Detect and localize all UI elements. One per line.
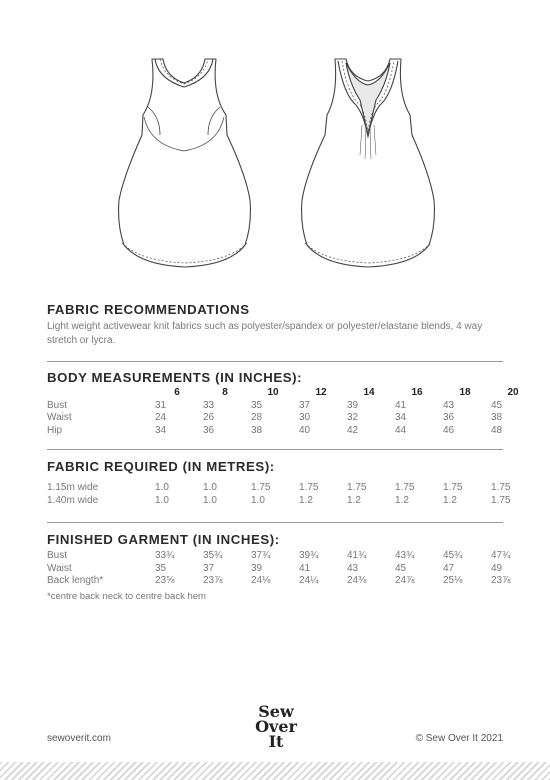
table-cell: 25⅛ (443, 575, 463, 586)
divider (47, 522, 503, 523)
table-cell: 35¾ (203, 550, 223, 561)
size-label: 8 (222, 387, 228, 398)
table-cell: 46 (443, 424, 455, 436)
table-cell: 30 (299, 412, 311, 423)
table-cell: 23⅝ (155, 575, 175, 586)
size-label: 20 (507, 387, 519, 398)
table-cell: 39 (251, 562, 263, 574)
table-cell: 36 (203, 424, 215, 436)
table-cell: 43 (443, 399, 455, 411)
table-row (47, 425, 537, 438)
garment-illustration (0, 55, 550, 280)
table-cell: 24⅜ (347, 575, 367, 586)
table-cell: 1.75 (251, 482, 271, 493)
table-row (47, 563, 537, 576)
table-cell: 44 (395, 424, 407, 436)
table-cell: 23⅞ (491, 575, 511, 586)
table-cell: 43¾ (395, 550, 415, 561)
table-cell: 33¾ (155, 550, 175, 561)
table-cell: 45 (395, 562, 407, 574)
table-cell: 41 (395, 399, 407, 411)
table-cell: 1.2 (443, 494, 457, 506)
size-header-spacer (47, 387, 153, 400)
table-cell: 35 (251, 399, 263, 411)
table-row (47, 550, 537, 563)
divider (47, 449, 503, 450)
table-cell: 24 (155, 412, 167, 423)
body-measurements-heading: BODY MEASUREMENTS (IN INCHES): (47, 370, 303, 385)
table-cell: 1.75 (395, 482, 415, 493)
logo-line-1: Sew (258, 702, 294, 721)
size-label: 10 (267, 387, 279, 398)
table-cell: 1.0 (203, 482, 217, 493)
size-label: 12 (315, 387, 327, 398)
table-cell: 1.0 (155, 482, 169, 493)
table-cell: 47 (443, 562, 455, 574)
table-row (47, 482, 537, 495)
copyright-notice: © Sew Over It 2021 (415, 733, 503, 744)
table-cell: 45¾ (443, 550, 463, 561)
table-cell: 42 (347, 424, 359, 436)
table-row (47, 400, 537, 413)
fabric-recommendations-text: Light weight activewear knit fabrics such as polyester/spandex or polyester/elastane blends, 4 way stretch or lycra. (47, 321, 483, 346)
table-cell: 1.0 (155, 494, 169, 506)
table-cell: 1.75 (299, 482, 319, 493)
table-cell: 32 (347, 412, 359, 423)
table-cell: 24⅞ (395, 575, 415, 586)
size-header-row (47, 387, 537, 400)
table-cell: 23⅞ (203, 575, 223, 586)
table-row (47, 575, 537, 588)
front-view-drawing (119, 59, 251, 267)
table-cell: 1.75 (443, 482, 463, 493)
table-cell: 31 (155, 399, 167, 411)
table-cell: 35 (155, 562, 167, 574)
table-cell: 1.2 (299, 494, 313, 506)
row-label: 1.40m wide (47, 494, 99, 506)
website-link[interactable]: sewoverit.com (47, 733, 111, 744)
decorative-stripe-border (0, 762, 550, 780)
table-cell: 34 (155, 424, 167, 436)
table-cell: 33 (203, 399, 215, 411)
size-label: 18 (459, 387, 471, 398)
table-cell: 1.2 (347, 494, 361, 506)
table-cell: 37 (299, 399, 311, 411)
size-label: 14 (363, 387, 375, 398)
table-cell: 34 (395, 412, 407, 423)
table-cell: 1.75 (491, 494, 511, 506)
row-label: Waist (47, 412, 72, 423)
table-cell: 48 (491, 424, 503, 436)
table-cell: 1.2 (395, 494, 409, 506)
table-cell: 1.75 (491, 482, 511, 493)
row-label: 1.15m wide (47, 482, 99, 493)
table-row (47, 412, 537, 425)
size-label: 16 (411, 387, 423, 398)
table-cell: 37¾ (251, 550, 271, 561)
table-cell: 36 (443, 412, 455, 423)
fabric-recommendations-heading: FABRIC RECOMMENDATIONS (47, 302, 250, 317)
finished-garment-heading: FINISHED GARMENT (IN INCHES): (47, 532, 280, 547)
logo-line-2: Over It (255, 717, 297, 751)
table-cell: 41 (299, 562, 311, 574)
back-view-drawing (302, 59, 435, 267)
finished-garment-table (47, 550, 537, 588)
table-cell: 26 (203, 412, 215, 423)
table-cell: 39¾ (299, 550, 319, 561)
table-cell: 38 (491, 412, 503, 423)
table-cell: 43 (347, 562, 359, 574)
fabric-required-table (47, 482, 537, 507)
table-cell: 1.75 (347, 482, 367, 493)
table-row (47, 495, 537, 508)
table-cell: 41¾ (347, 550, 367, 561)
size-label: 6 (174, 387, 180, 398)
divider (47, 361, 503, 362)
table-cell: 38 (251, 424, 263, 436)
table-cell: 49 (491, 562, 503, 574)
back-length-footnote: *centre back neck to centre back hem (47, 591, 206, 602)
body-measurements-table (47, 387, 537, 437)
table-cell: 47¾ (491, 550, 511, 561)
table-cell: 28 (251, 412, 263, 423)
sew-over-it-logo (245, 704, 307, 749)
table-cell: 45 (491, 399, 503, 411)
table-cell: 39 (347, 399, 359, 411)
table-cell: 1.0 (203, 494, 217, 506)
table-cell: 24¼ (299, 575, 319, 586)
table-cell: 40 (299, 424, 311, 436)
row-label: Bust (47, 399, 68, 411)
table-cell: 37 (203, 562, 215, 574)
table-cell: 1.0 (251, 494, 265, 506)
row-label: Bust (47, 550, 68, 561)
row-label: Back length* (47, 575, 104, 586)
row-label: Hip (47, 424, 63, 436)
table-cell: 24⅛ (251, 575, 271, 586)
row-label: Waist (47, 562, 72, 574)
fabric-required-heading: FABRIC REQUIRED (IN METRES): (47, 459, 275, 474)
